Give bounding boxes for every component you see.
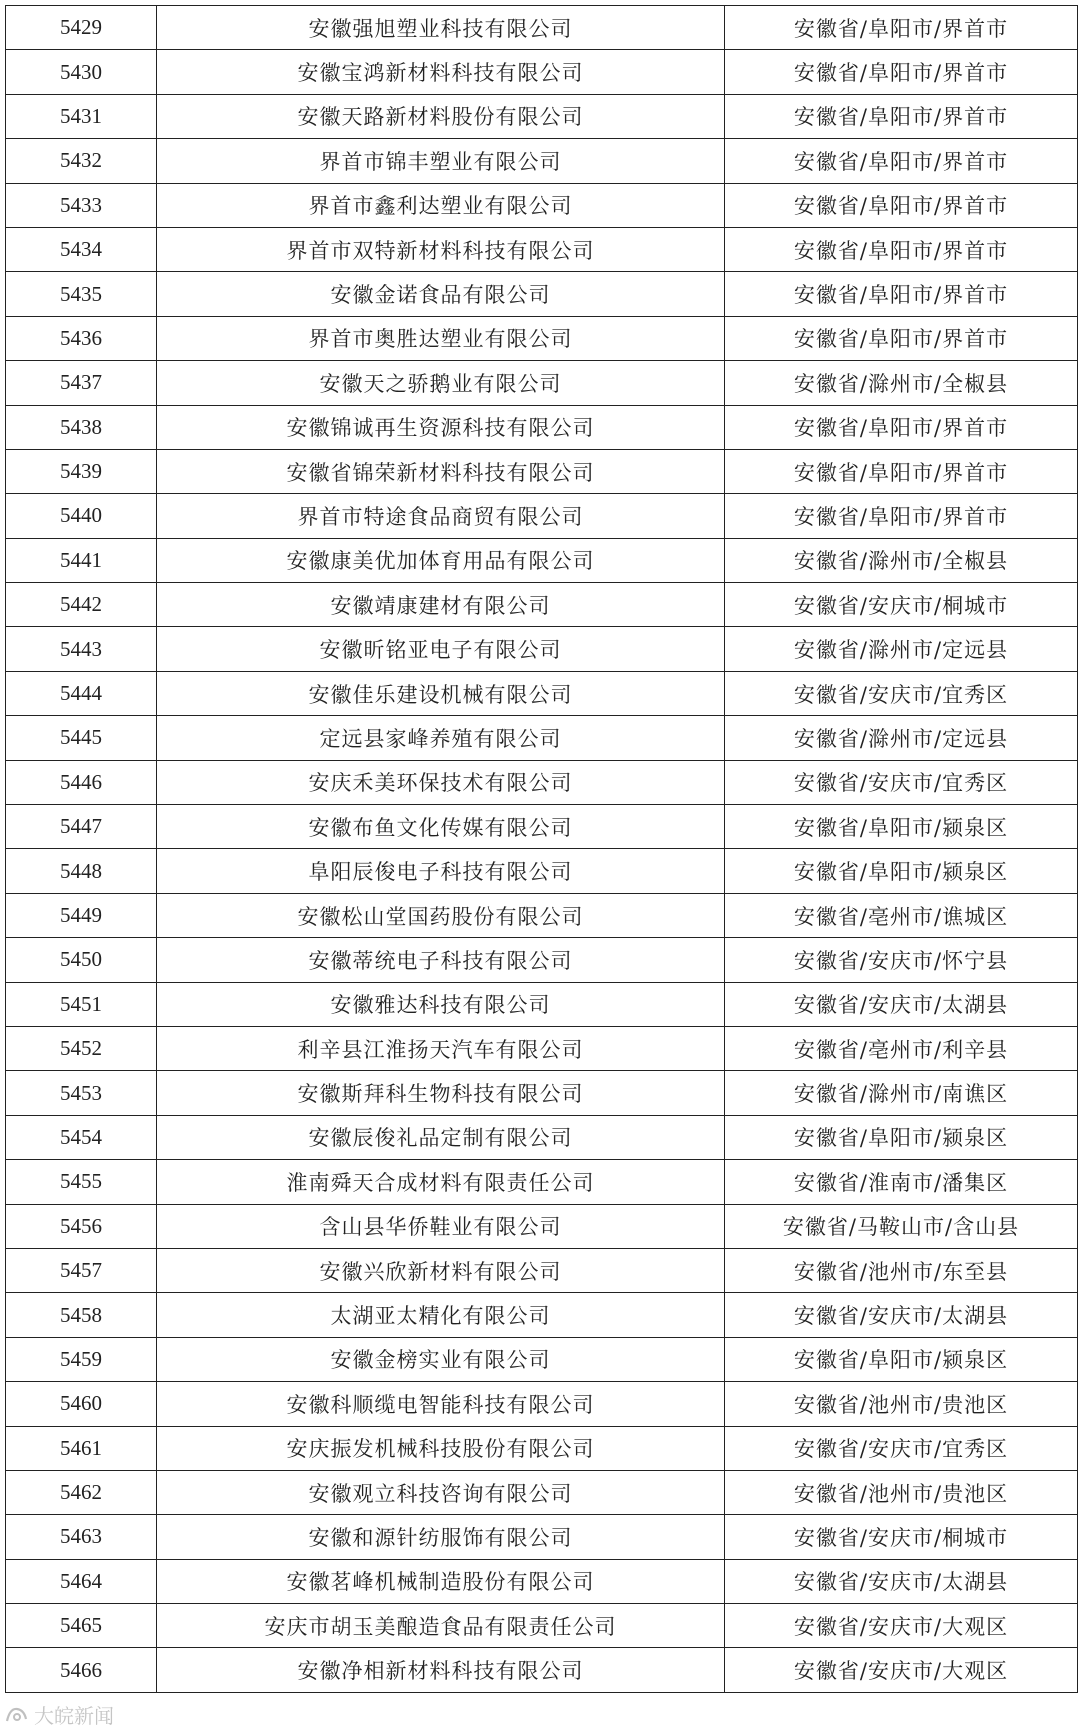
region-cell: 安徽省/阜阳市/界首市 (725, 449, 1078, 493)
company-name-cell: 利辛县江淮扬天汽车有限公司 (157, 1026, 725, 1070)
region-cell: 安徽省/滁州市/全椒县 (725, 538, 1078, 582)
region-cell: 安徽省/阜阳市/界首市 (725, 494, 1078, 538)
region-cell: 安徽省/阜阳市/界首市 (725, 227, 1078, 271)
company-name-cell: 安徽靖康建材有限公司 (157, 583, 725, 627)
region-cell: 安徽省/安庆市/太湖县 (725, 982, 1078, 1026)
company-name-cell: 界首市鑫利达塑业有限公司 (157, 183, 725, 227)
row-number-cell: 5459 (6, 1337, 157, 1381)
table-row (6, 1337, 1078, 1381)
company-name-cell: 界首市奥胜达塑业有限公司 (157, 316, 725, 360)
company-name-cell: 淮南舜天合成材料有限责任公司 (157, 1160, 725, 1204)
company-name-cell: 安徽斯拜科生物科技有限公司 (157, 1071, 725, 1115)
region-cell: 安徽省/安庆市/桐城市 (725, 583, 1078, 627)
table-row (6, 227, 1078, 271)
region-cell: 安徽省/阜阳市/界首市 (725, 316, 1078, 360)
region-cell: 安徽省/阜阳市/颍泉区 (725, 1337, 1078, 1381)
row-number-cell: 5429 (6, 6, 157, 50)
company-name-cell: 安徽昕铭亚电子有限公司 (157, 627, 725, 671)
row-number-cell: 5430 (6, 50, 157, 94)
table-row (6, 1248, 1078, 1292)
region-cell: 安徽省/阜阳市/界首市 (725, 272, 1078, 316)
company-name-cell: 含山县华侨鞋业有限公司 (157, 1204, 725, 1248)
row-number-cell: 5438 (6, 405, 157, 449)
region-cell: 安徽省/淮南市/潘集区 (725, 1160, 1078, 1204)
company-name-cell: 安徽兴欣新材料有限公司 (157, 1248, 725, 1292)
watermark-logo-icon (4, 1705, 30, 1725)
company-name-cell: 安徽蒂统电子科技有限公司 (157, 938, 725, 982)
row-number-cell: 5457 (6, 1248, 157, 1292)
company-name-cell: 安徽强旭塑业科技有限公司 (157, 6, 725, 50)
region-cell: 安徽省/阜阳市/颍泉区 (725, 849, 1078, 893)
row-number-cell: 5450 (6, 938, 157, 982)
table-row (6, 50, 1078, 94)
company-name-cell: 安徽布鱼文化传媒有限公司 (157, 805, 725, 849)
company-name-cell: 定远县家峰养殖有限公司 (157, 716, 725, 760)
row-number-cell: 5455 (6, 1160, 157, 1204)
row-number-cell: 5461 (6, 1426, 157, 1470)
table-row (6, 1204, 1078, 1248)
region-cell: 安徽省/安庆市/宜秀区 (725, 1426, 1078, 1470)
table-row (6, 893, 1078, 937)
table-row (6, 1115, 1078, 1159)
row-number-cell: 5440 (6, 494, 157, 538)
table-row (6, 1604, 1078, 1648)
region-cell: 安徽省/阜阳市/界首市 (725, 183, 1078, 227)
table-row (6, 183, 1078, 227)
row-number-cell: 5466 (6, 1648, 157, 1692)
region-cell: 安徽省/安庆市/宜秀区 (725, 760, 1078, 804)
company-name-cell: 安徽净相新材料科技有限公司 (157, 1648, 725, 1692)
region-cell: 安徽省/亳州市/谯城区 (725, 893, 1078, 937)
table-row (6, 1293, 1078, 1337)
company-name-cell: 界首市双特新材料科技有限公司 (157, 227, 725, 271)
table-row (6, 272, 1078, 316)
row-number-cell: 5432 (6, 139, 157, 183)
table-body (6, 6, 1078, 1693)
table-row (6, 449, 1078, 493)
enterprise-list-table (5, 5, 1078, 1693)
region-cell: 安徽省/滁州市/南谯区 (725, 1071, 1078, 1115)
row-number-cell: 5458 (6, 1293, 157, 1337)
company-name-cell: 阜阳辰俊电子科技有限公司 (157, 849, 725, 893)
watermark (4, 1700, 114, 1729)
region-cell: 安徽省/阜阳市/界首市 (725, 6, 1078, 50)
region-cell: 安徽省/阜阳市/界首市 (725, 50, 1078, 94)
region-cell: 安徽省/马鞍山市/含山县 (725, 1204, 1078, 1248)
company-name-cell: 安庆振发机械科技股份有限公司 (157, 1426, 725, 1470)
company-name-cell: 安徽科顺缆电智能科技有限公司 (157, 1382, 725, 1426)
company-name-cell: 安徽宝鸿新材料科技有限公司 (157, 50, 725, 94)
row-number-cell: 5449 (6, 893, 157, 937)
table-row (6, 494, 1078, 538)
table-row (6, 849, 1078, 893)
company-name-cell: 安徽松山堂国药股份有限公司 (157, 893, 725, 937)
region-cell: 安徽省/亳州市/利辛县 (725, 1026, 1078, 1070)
company-name-cell: 安徽金榜实业有限公司 (157, 1337, 725, 1381)
table-row (6, 1470, 1078, 1514)
row-number-cell: 5454 (6, 1115, 157, 1159)
row-number-cell: 5460 (6, 1382, 157, 1426)
region-cell: 安徽省/阜阳市/界首市 (725, 139, 1078, 183)
region-cell: 安徽省/滁州市/定远县 (725, 716, 1078, 760)
row-number-cell: 5447 (6, 805, 157, 849)
table-row (6, 1160, 1078, 1204)
table-row (6, 1426, 1078, 1470)
company-name-cell: 安徽辰俊礼品定制有限公司 (157, 1115, 725, 1159)
table-row (6, 627, 1078, 671)
table-row (6, 361, 1078, 405)
table-row (6, 982, 1078, 1026)
company-name-cell: 安徽锦诚再生资源科技有限公司 (157, 405, 725, 449)
region-cell: 安徽省/安庆市/太湖县 (725, 1559, 1078, 1603)
region-cell: 安徽省/阜阳市/界首市 (725, 405, 1078, 449)
row-number-cell: 5456 (6, 1204, 157, 1248)
region-cell: 安徽省/安庆市/大观区 (725, 1648, 1078, 1692)
company-name-cell: 界首市锦丰塑业有限公司 (157, 139, 725, 183)
row-number-cell: 5452 (6, 1026, 157, 1070)
table-row (6, 1515, 1078, 1559)
company-name-cell: 安徽观立科技咨询有限公司 (157, 1470, 725, 1514)
row-number-cell: 5453 (6, 1071, 157, 1115)
row-number-cell: 5464 (6, 1559, 157, 1603)
table-row (6, 1382, 1078, 1426)
region-cell: 安徽省/池州市/贵池区 (725, 1470, 1078, 1514)
table-row (6, 760, 1078, 804)
region-cell: 安徽省/滁州市/全椒县 (725, 361, 1078, 405)
row-number-cell: 5448 (6, 849, 157, 893)
company-name-cell: 安庆禾美环保技术有限公司 (157, 760, 725, 804)
table-row (6, 6, 1078, 50)
row-number-cell: 5435 (6, 272, 157, 316)
table-row (6, 805, 1078, 849)
table-row (6, 938, 1078, 982)
company-name-cell: 安徽和源针纺服饰有限公司 (157, 1515, 725, 1559)
row-number-cell: 5446 (6, 760, 157, 804)
company-name-cell: 安徽天路新材料股份有限公司 (157, 94, 725, 138)
region-cell: 安徽省/安庆市/桐城市 (725, 1515, 1078, 1559)
row-number-cell: 5443 (6, 627, 157, 671)
company-name-cell: 安徽康美优加体育用品有限公司 (157, 538, 725, 582)
company-name-cell: 安徽省锦荣新材料科技有限公司 (157, 449, 725, 493)
table-row (6, 1648, 1078, 1692)
row-number-cell: 5436 (6, 316, 157, 360)
row-number-cell: 5431 (6, 94, 157, 138)
company-name-cell: 安徽佳乐建设机械有限公司 (157, 671, 725, 715)
table-row (6, 94, 1078, 138)
region-cell: 安徽省/阜阳市/界首市 (725, 94, 1078, 138)
table-row (6, 1071, 1078, 1115)
table-row (6, 139, 1078, 183)
enterprise-list-table-wrap (5, 5, 1077, 1693)
company-name-cell: 界首市特途食品商贸有限公司 (157, 494, 725, 538)
region-cell: 安徽省/滁州市/定远县 (725, 627, 1078, 671)
row-number-cell: 5462 (6, 1470, 157, 1514)
table-row (6, 583, 1078, 627)
row-number-cell: 5445 (6, 716, 157, 760)
region-cell: 安徽省/池州市/贵池区 (725, 1382, 1078, 1426)
row-number-cell: 5442 (6, 583, 157, 627)
company-name-cell: 安庆市胡玉美酿造食品有限责任公司 (157, 1604, 725, 1648)
table-row (6, 1026, 1078, 1070)
region-cell: 安徽省/池州市/东至县 (725, 1248, 1078, 1292)
table-row (6, 405, 1078, 449)
row-number-cell: 5451 (6, 982, 157, 1026)
region-cell: 安徽省/安庆市/太湖县 (725, 1293, 1078, 1337)
row-number-cell: 5463 (6, 1515, 157, 1559)
table-row (6, 316, 1078, 360)
company-name-cell: 安徽金诺食品有限公司 (157, 272, 725, 316)
region-cell: 安徽省/阜阳市/颍泉区 (725, 1115, 1078, 1159)
row-number-cell: 5434 (6, 227, 157, 271)
table-row (6, 1559, 1078, 1603)
company-name-cell: 太湖亚太精化有限公司 (157, 1293, 725, 1337)
row-number-cell: 5465 (6, 1604, 157, 1648)
company-name-cell: 安徽天之骄鹅业有限公司 (157, 361, 725, 405)
region-cell: 安徽省/阜阳市/颍泉区 (725, 805, 1078, 849)
region-cell: 安徽省/安庆市/大观区 (725, 1604, 1078, 1648)
region-cell: 安徽省/安庆市/怀宁县 (725, 938, 1078, 982)
table-row (6, 538, 1078, 582)
table-row (6, 671, 1078, 715)
row-number-cell: 5437 (6, 361, 157, 405)
row-number-cell: 5444 (6, 671, 157, 715)
company-name-cell: 安徽茗峰机械制造股份有限公司 (157, 1559, 725, 1603)
company-name-cell: 安徽雅达科技有限公司 (157, 982, 725, 1026)
row-number-cell: 5439 (6, 449, 157, 493)
row-number-cell: 5433 (6, 183, 157, 227)
watermark-text: 大皖新闻 (34, 1704, 114, 1728)
region-cell: 安徽省/安庆市/宜秀区 (725, 671, 1078, 715)
table-row (6, 716, 1078, 760)
row-number-cell: 5441 (6, 538, 157, 582)
